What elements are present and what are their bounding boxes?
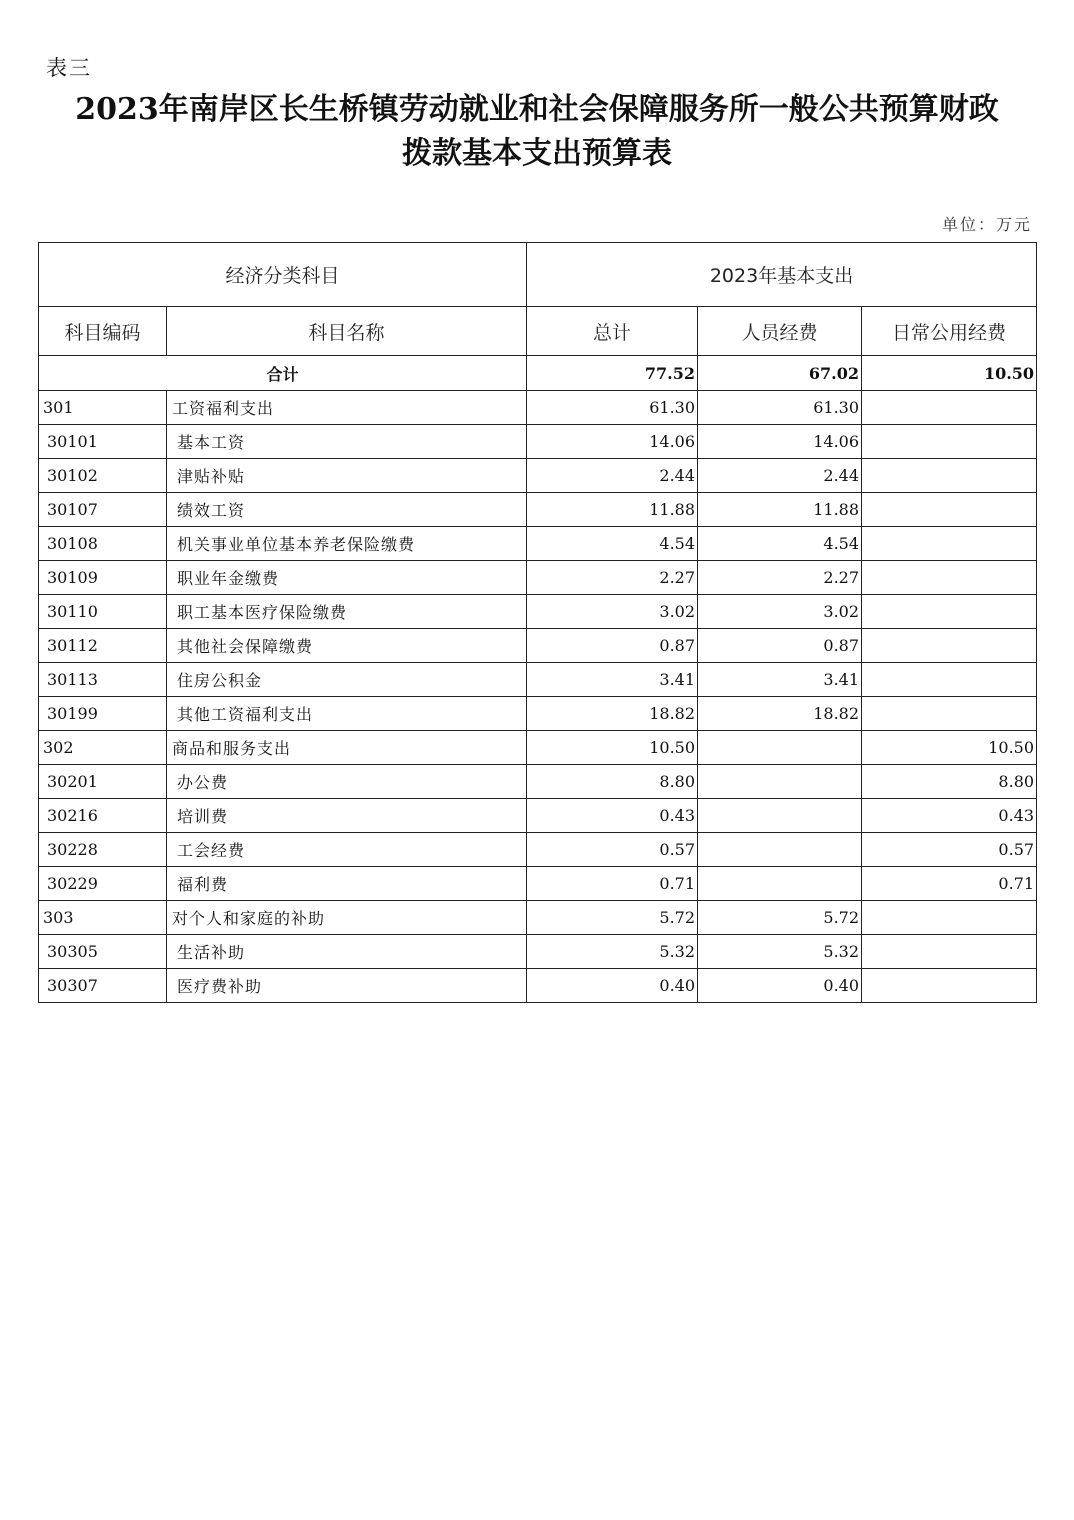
row-name: 福利费 xyxy=(167,867,527,901)
row-personnel: 3.02 xyxy=(698,595,862,629)
row-personnel: 5.72 xyxy=(698,901,862,935)
row-name: 基本工资 xyxy=(167,425,527,459)
header-code: 科目编码 xyxy=(39,307,167,356)
table-row xyxy=(39,459,1037,493)
row-public: 10.50 xyxy=(862,731,1037,765)
row-name: 医疗费补助 xyxy=(167,969,527,1003)
row-total: 0.43 xyxy=(527,799,698,833)
row-public: 0.43 xyxy=(862,799,1037,833)
row-total: 3.41 xyxy=(527,663,698,697)
row-personnel xyxy=(698,799,862,833)
row-public xyxy=(862,969,1037,1003)
table-row xyxy=(39,765,1037,799)
row-public: 0.57 xyxy=(862,833,1037,867)
row-name: 生活补助 xyxy=(167,935,527,969)
row-code: 30229 xyxy=(39,867,167,901)
row-total: 2.27 xyxy=(527,561,698,595)
row-public xyxy=(862,493,1037,527)
row-name: 津贴补贴 xyxy=(167,459,527,493)
total-total: 77.52 xyxy=(527,356,698,391)
row-personnel xyxy=(698,833,862,867)
row-personnel: 3.41 xyxy=(698,663,862,697)
table-row xyxy=(39,799,1037,833)
row-public xyxy=(862,629,1037,663)
row-total: 14.06 xyxy=(527,425,698,459)
row-total: 18.82 xyxy=(527,697,698,731)
row-public xyxy=(862,697,1037,731)
row-public xyxy=(862,561,1037,595)
row-total: 5.32 xyxy=(527,935,698,969)
row-code: 30107 xyxy=(39,493,167,527)
row-total: 4.54 xyxy=(527,527,698,561)
row-public xyxy=(862,459,1037,493)
row-total: 0.87 xyxy=(527,629,698,663)
row-code: 30228 xyxy=(39,833,167,867)
table-row xyxy=(39,629,1037,663)
total-public: 10.50 xyxy=(862,356,1037,391)
row-public xyxy=(862,391,1037,425)
row-personnel: 0.87 xyxy=(698,629,862,663)
table-row xyxy=(39,901,1037,935)
row-personnel: 2.27 xyxy=(698,561,862,595)
row-personnel xyxy=(698,731,862,765)
row-personnel: 61.30 xyxy=(698,391,862,425)
row-public: 0.71 xyxy=(862,867,1037,901)
row-public xyxy=(862,935,1037,969)
row-total: 61.30 xyxy=(527,391,698,425)
row-name: 职业年金缴费 xyxy=(167,561,527,595)
total-personnel: 67.02 xyxy=(698,356,862,391)
row-public xyxy=(862,663,1037,697)
table-row xyxy=(39,425,1037,459)
header-name: 科目名称 xyxy=(167,307,527,356)
row-name: 其他工资福利支出 xyxy=(167,697,527,731)
row-public: 8.80 xyxy=(862,765,1037,799)
row-total: 2.44 xyxy=(527,459,698,493)
row-total: 5.72 xyxy=(527,901,698,935)
header-row-1 xyxy=(39,243,1037,307)
row-code: 30102 xyxy=(39,459,167,493)
header-row-2 xyxy=(39,307,1037,356)
row-personnel xyxy=(698,765,862,799)
row-total: 8.80 xyxy=(527,765,698,799)
table-row xyxy=(39,935,1037,969)
header-public: 日常公用经费 xyxy=(862,307,1037,356)
table-row xyxy=(39,731,1037,765)
row-code: 30216 xyxy=(39,799,167,833)
row-code: 30112 xyxy=(39,629,167,663)
row-personnel: 0.40 xyxy=(698,969,862,1003)
row-name: 绩效工资 xyxy=(167,493,527,527)
title-line-1: 2023年南岸区长生桥镇劳动就业和社会保障服务所一般公共预算财政 xyxy=(75,92,999,127)
row-personnel: 18.82 xyxy=(698,697,862,731)
row-name: 培训费 xyxy=(167,799,527,833)
table-row xyxy=(39,969,1037,1003)
row-code: 302 xyxy=(39,731,167,765)
table-row xyxy=(39,527,1037,561)
row-code: 303 xyxy=(39,901,167,935)
row-name: 工会经费 xyxy=(167,833,527,867)
header-personnel: 人员经费 xyxy=(698,307,862,356)
row-public xyxy=(862,425,1037,459)
row-code: 30101 xyxy=(39,425,167,459)
row-personnel: 2.44 xyxy=(698,459,862,493)
row-total: 0.57 xyxy=(527,833,698,867)
title-line-2: 拨款基本支出预算表 xyxy=(402,136,672,171)
row-name: 住房公积金 xyxy=(167,663,527,697)
row-name: 其他社会保障缴费 xyxy=(167,629,527,663)
row-code: 30305 xyxy=(39,935,167,969)
header-basic-expenditure: 2023年基本支出 xyxy=(527,243,1037,307)
budget-table xyxy=(38,242,1037,1003)
row-code: 30199 xyxy=(39,697,167,731)
table-row xyxy=(39,595,1037,629)
row-total: 10.50 xyxy=(527,731,698,765)
table-row xyxy=(39,493,1037,527)
row-name: 商品和服务支出 xyxy=(167,731,527,765)
row-total: 0.71 xyxy=(527,867,698,901)
row-total: 11.88 xyxy=(527,493,698,527)
total-label: 合计 xyxy=(39,356,527,391)
table-row xyxy=(39,663,1037,697)
table-row xyxy=(39,561,1037,595)
row-code: 30108 xyxy=(39,527,167,561)
row-code: 30113 xyxy=(39,663,167,697)
row-name: 办公费 xyxy=(167,765,527,799)
row-name: 对个人和家庭的补助 xyxy=(167,901,527,935)
table-row xyxy=(39,833,1037,867)
page-title xyxy=(30,88,1044,176)
unit-label: 单位：万元 xyxy=(941,215,1032,234)
row-personnel: 11.88 xyxy=(698,493,862,527)
row-total: 0.40 xyxy=(527,969,698,1003)
table-row xyxy=(39,391,1037,425)
row-personnel: 5.32 xyxy=(698,935,862,969)
total-row xyxy=(39,356,1037,391)
row-code: 30110 xyxy=(39,595,167,629)
row-public xyxy=(862,527,1037,561)
row-public xyxy=(862,901,1037,935)
header-econ-class: 经济分类科目 xyxy=(39,243,527,307)
row-personnel: 4.54 xyxy=(698,527,862,561)
row-personnel: 14.06 xyxy=(698,425,862,459)
row-code: 301 xyxy=(39,391,167,425)
row-total: 3.02 xyxy=(527,595,698,629)
row-code: 30201 xyxy=(39,765,167,799)
row-name: 工资福利支出 xyxy=(167,391,527,425)
row-code: 30109 xyxy=(39,561,167,595)
table-number-label: 表三 xyxy=(46,56,92,80)
row-name: 职工基本医疗保险缴费 xyxy=(167,595,527,629)
row-public xyxy=(862,595,1037,629)
row-personnel xyxy=(698,867,862,901)
row-name: 机关事业单位基本养老保险缴费 xyxy=(167,527,527,561)
header-total: 总计 xyxy=(527,307,698,356)
table-row xyxy=(39,697,1037,731)
table-row xyxy=(39,867,1037,901)
row-code: 30307 xyxy=(39,969,167,1003)
